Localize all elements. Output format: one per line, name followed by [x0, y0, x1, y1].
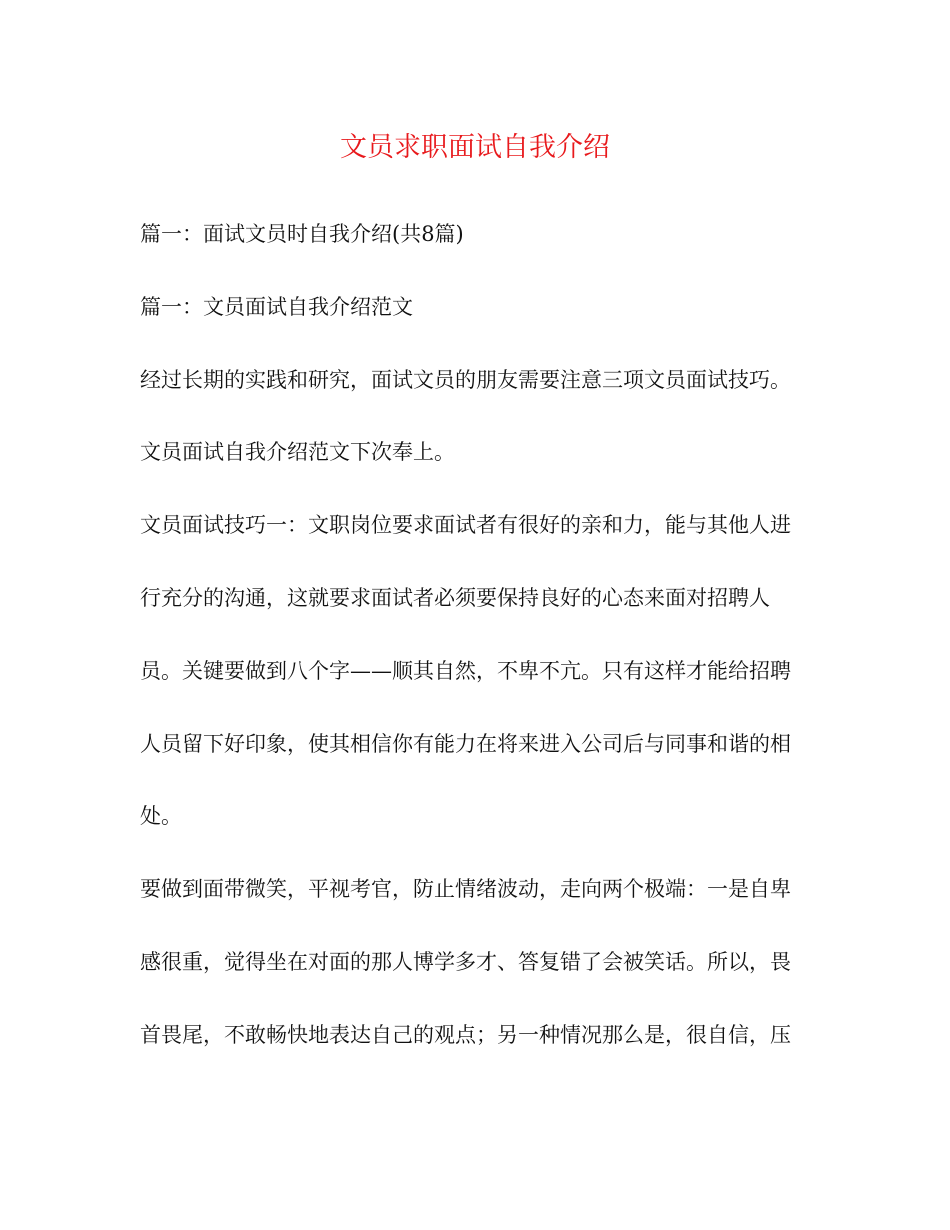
text-line: 文员面试自我介绍范文下次奉上。 — [140, 440, 455, 465]
text-line: 人员留下好印象，使其相信你有能力在将来进入公司后与同事和谐的相 — [140, 731, 791, 756]
text-line: 处。 — [140, 804, 182, 829]
text-line: 员。关键要做到八个字——顺其自然，不卑不亢。只有这样才能给招聘 — [140, 658, 791, 683]
document-body — [140, 215, 815, 1089]
text-line: 首畏尾，不敢畅快地表达自己的观点；另一种情况那么是，很自信，压 — [140, 1022, 791, 1047]
text-line: 文员面试技巧一：文职岗位要求面试者有很好的亲和力，能与其他人进 — [140, 513, 791, 538]
document-title: 文员求职面试自我介绍 — [340, 132, 610, 163]
text-line: 篇一：文员面试自我介绍范文 — [140, 294, 413, 319]
text-line: 行充分的沟通，这就要求面试者必须要保持良好的心态来面对招聘人 — [140, 585, 770, 610]
text-line: 经过长期的实践和研究，面试文员的朋友需要注意三项文员面试技巧。 — [140, 367, 791, 392]
text-line: 篇一：面试文员时自我介绍(共8篇) — [140, 222, 464, 246]
text-line: 要做到面带微笑，平视考官，防止情绪波动，走向两个极端：一是自卑 — [140, 877, 791, 902]
text-line: 感很重，觉得坐在对面的那人博学多才、答复错了会被笑话。所以，畏 — [140, 949, 791, 974]
